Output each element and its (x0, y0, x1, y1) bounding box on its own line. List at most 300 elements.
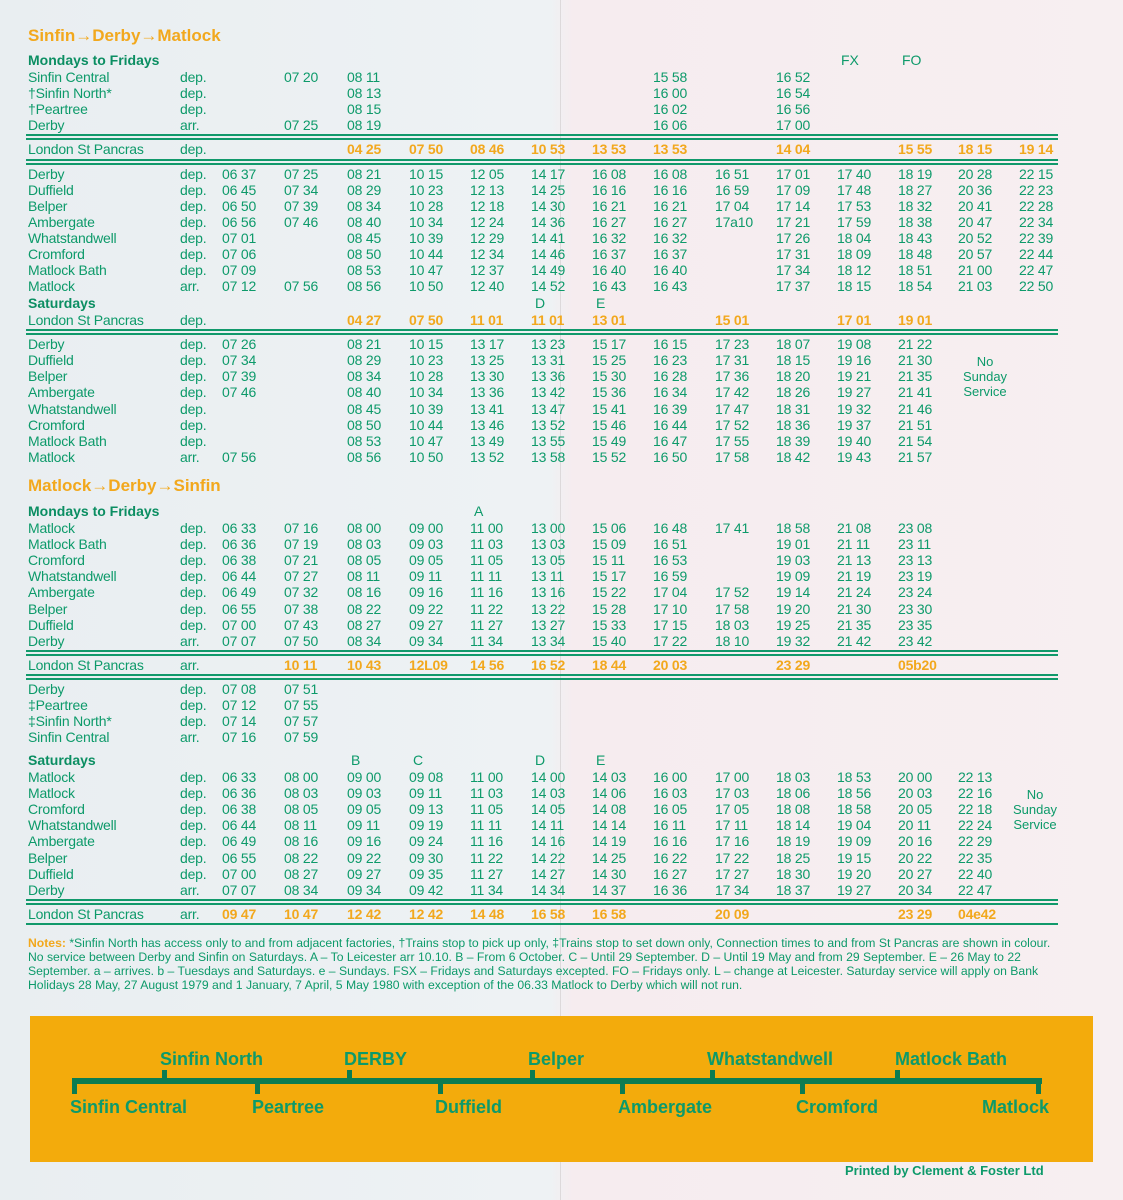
train-time: 22 13 (958, 769, 993, 785)
train-time: 04e42 (958, 905, 996, 922)
train-time: 20 41 (958, 197, 993, 214)
column-note-letter: E (596, 295, 606, 311)
train-time: 08 11 (347, 568, 380, 585)
train-time: 07 25 (284, 117, 319, 134)
train-time: 17 23 (715, 336, 750, 353)
train-time: 12 29 (470, 229, 505, 246)
train-time: 16 06 (653, 117, 688, 134)
train-time: 21 19 (837, 568, 872, 585)
train-time: 12 42 (347, 905, 382, 922)
train-time: 19 20 (776, 600, 811, 617)
train-time: 17 53 (837, 197, 872, 214)
train-time: 12 42 (409, 905, 444, 922)
train-time: 10 39 (409, 400, 444, 417)
station-name: Duffield (28, 616, 74, 633)
train-time: 09 03 (409, 536, 444, 553)
train-time: 16 37 (592, 246, 627, 262)
train-time: 19 21 (837, 368, 872, 385)
train-time: 08 27 (284, 865, 319, 882)
train-time: 18 51 (898, 262, 933, 279)
train-time: 15 25 (592, 352, 627, 369)
arr-dep-label: dep. (180, 865, 207, 882)
train-time: 13 16 (531, 584, 566, 601)
train-time: 07 25 (284, 165, 319, 182)
train-time: 17 11 (715, 817, 748, 834)
train-time: 14 11 (531, 817, 564, 834)
arr-dep-label: dep. (180, 416, 207, 433)
map-station-label: Whatstandwell (707, 1049, 834, 1069)
train-time: 21 30 (898, 352, 933, 369)
timetable-row (0, 697, 1123, 713)
train-time: 17 41 (715, 520, 750, 536)
train-time: 15 30 (592, 368, 627, 385)
train-time: 17 34 (715, 881, 750, 898)
map-station-tick (800, 1080, 805, 1094)
train-time: 07 46 (284, 213, 319, 230)
train-time: 18 43 (898, 229, 933, 246)
timetable-row (0, 166, 1123, 182)
train-time: 08 56 (347, 448, 382, 465)
train-time: 08 45 (347, 229, 382, 246)
station-name: Derby (28, 165, 65, 182)
train-time: 15 36 (592, 384, 627, 401)
train-time: 11 00 (470, 769, 503, 785)
station-name: Duffield (28, 352, 74, 369)
train-time: 15 46 (592, 416, 627, 433)
arr-dep-label: dep. (180, 600, 207, 617)
train-time: 09 11 (347, 817, 380, 834)
train-time: 16 16 (592, 181, 627, 198)
train-time: 06 38 (222, 801, 257, 818)
train-time: 07 50 (284, 632, 319, 649)
train-time: 08 40 (347, 213, 382, 230)
train-time: 13 47 (531, 400, 566, 417)
timetable-row (0, 433, 1123, 449)
train-time: 11 01 (470, 312, 504, 328)
station-name: †Peartree (28, 101, 88, 118)
train-time: 16 59 (653, 568, 688, 585)
train-time: 15 06 (592, 520, 627, 536)
train-time: 21 35 (898, 368, 933, 385)
train-time: 10 44 (409, 246, 444, 262)
train-time: 17 40 (837, 165, 872, 182)
train-time: 16 43 (653, 278, 688, 295)
london-connection-row (0, 312, 1123, 328)
train-time: 13 25 (470, 352, 505, 369)
station-name: Duffield (28, 181, 74, 198)
station-name: Ambergate (28, 833, 95, 850)
station-name: †Sinfin North* (28, 85, 112, 102)
train-time: 13 52 (470, 448, 505, 465)
train-time: 19 16 (837, 352, 872, 369)
train-time: 17 52 (715, 416, 750, 433)
map-station-label: Belper (528, 1049, 585, 1069)
train-time: 16 15 (653, 336, 688, 353)
timetable-row (0, 449, 1123, 465)
arr-dep-label: dep. (180, 384, 207, 401)
train-time: 22 44 (1019, 246, 1054, 262)
train-time: 07 50 (409, 312, 444, 328)
train-time: 15 52 (592, 448, 627, 465)
train-time: 10 34 (409, 384, 444, 401)
train-time: 13 41 (470, 400, 505, 417)
train-time: 17 16 (715, 833, 750, 850)
train-time: 08 03 (284, 785, 319, 802)
arr-dep-label: dep. (180, 849, 207, 866)
train-time: 18 32 (898, 197, 933, 214)
table-rule (26, 678, 1058, 680)
arr-dep-label: dep. (180, 368, 207, 385)
station-name: Matlock (28, 520, 75, 536)
train-time: 07 00 (222, 616, 257, 633)
arr-dep-label: dep. (180, 213, 207, 230)
train-time: 20 34 (898, 881, 933, 898)
train-time: 09 42 (409, 881, 444, 898)
train-time: 18 19 (776, 833, 811, 850)
train-time: 15 22 (592, 584, 627, 601)
timetable-row (0, 117, 1123, 133)
station-name: Matlock Bath (28, 432, 107, 449)
train-time: 20 16 (898, 833, 933, 850)
arr-dep-label: dep. (180, 584, 207, 601)
train-time: 08 53 (347, 262, 382, 279)
timetable-row (0, 552, 1123, 568)
train-time: 08 29 (347, 181, 382, 198)
train-time: 17 00 (715, 769, 750, 785)
train-time: 08 21 (347, 165, 382, 182)
train-time: 18 09 (837, 246, 872, 262)
train-time: 18 48 (898, 246, 933, 262)
train-time: 17 52 (715, 584, 750, 601)
map-station-tick (895, 1070, 900, 1084)
train-time: 21 08 (837, 520, 872, 536)
arr-dep-label: dep. (180, 69, 207, 85)
train-time: 23 35 (898, 616, 933, 633)
train-time: 17 31 (776, 246, 811, 262)
train-time: 15 40 (592, 632, 627, 649)
train-time: 22 15 (1019, 165, 1054, 182)
timetable-row (0, 278, 1123, 294)
train-time: 22 16 (958, 785, 993, 802)
timetable-row (0, 101, 1123, 117)
route-map-band (30, 1016, 1093, 1162)
train-time: 19 25 (776, 616, 811, 633)
train-time: 07 56 (222, 448, 257, 465)
train-time: 19 09 (837, 833, 872, 850)
train-time: 23 29 (898, 905, 933, 922)
train-time: 18 20 (776, 368, 811, 385)
train-time: 11 11 (470, 817, 502, 834)
train-time: 08 19 (347, 117, 382, 134)
train-time: 11 05 (470, 801, 503, 818)
train-time: 20 00 (898, 769, 933, 785)
train-time: 16 28 (653, 368, 688, 385)
train-time: 21 22 (898, 336, 933, 353)
train-time: 09 34 (409, 632, 444, 649)
train-time: 09 00 (409, 520, 444, 536)
train-time: 18 30 (776, 865, 811, 882)
train-time: 08 22 (284, 849, 319, 866)
train-time: 10 15 (409, 336, 444, 353)
train-time: 14 46 (531, 246, 566, 262)
train-time: 17 14 (776, 197, 811, 214)
train-time: 06 49 (222, 833, 257, 850)
train-time: 16 36 (653, 881, 688, 898)
train-time: 07 34 (284, 181, 319, 198)
train-time: 23 42 (898, 632, 933, 649)
train-time: 16 21 (653, 197, 688, 214)
station-name: Sinfin Central (28, 729, 110, 746)
day-heading: Saturdays (28, 295, 96, 311)
train-time: 10 34 (409, 213, 444, 230)
train-time: 21 03 (958, 278, 993, 295)
train-time: 16 03 (653, 785, 688, 802)
train-time: 07 01 (222, 229, 257, 246)
table-rule (26, 134, 1058, 136)
train-time: 21 24 (837, 584, 872, 601)
train-time: 11 16 (470, 833, 503, 850)
train-time: 06 33 (222, 769, 257, 785)
train-time: 17 48 (837, 181, 872, 198)
train-time: 07 19 (284, 536, 319, 553)
train-time: 18 12 (837, 262, 872, 279)
train-time: 07 20 (284, 69, 319, 85)
column-note-letter: D (535, 295, 546, 311)
train-time: 15 09 (592, 536, 627, 553)
train-time: 12 05 (470, 165, 505, 182)
train-time: 11 11 (470, 568, 502, 585)
timetable-row (0, 417, 1123, 433)
train-time: 20 52 (958, 229, 993, 246)
train-time: 16 51 (715, 165, 750, 182)
train-time: 10 47 (409, 432, 444, 449)
train-time: 19 08 (837, 336, 872, 353)
train-time: 09 27 (409, 616, 444, 633)
train-time: 18 44 (592, 656, 627, 673)
train-time: 21 54 (898, 432, 933, 449)
station-name: Cromford (28, 552, 85, 569)
station-name: Ambergate (28, 584, 95, 601)
train-time: 16 00 (653, 85, 688, 102)
train-time: 12 24 (470, 213, 505, 230)
train-time: 15 28 (592, 600, 627, 617)
train-time: 16 23 (653, 352, 688, 369)
arr-dep-label: dep. (180, 697, 207, 713)
train-time: 14 22 (531, 849, 566, 866)
train-time: 19 04 (837, 817, 872, 834)
arr-dep-label: dep. (180, 536, 207, 553)
timetable-row (0, 633, 1123, 649)
train-time: 07 56 (284, 278, 319, 295)
arr-dep-label: dep. (180, 229, 207, 246)
train-time: 22 18 (958, 801, 993, 818)
timetable-row (0, 785, 1123, 801)
train-time: 18 10 (715, 632, 750, 649)
train-time: 10 39 (409, 229, 444, 246)
station-name: Derby (28, 881, 65, 898)
train-time: 19 37 (837, 416, 872, 433)
train-time: 10 47 (284, 905, 319, 922)
station-name: Whatstandwell (28, 229, 117, 246)
train-time: 12 40 (470, 278, 505, 295)
train-time: 09 16 (409, 584, 444, 601)
station-name: London St Pancras (28, 141, 144, 158)
train-time: 15 17 (592, 568, 627, 585)
train-time: 22 34 (1019, 213, 1054, 230)
column-note-letter: FO (902, 52, 922, 68)
train-time: 10 15 (409, 165, 444, 182)
column-note-letter: D (535, 752, 546, 768)
train-time: 21 11 (837, 536, 870, 553)
map-station-label: Sinfin Central (70, 1097, 188, 1117)
train-time: 15 55 (898, 141, 933, 158)
train-time: 20 36 (958, 181, 993, 198)
map-station-label: DERBY (344, 1049, 408, 1069)
day-heading: Mondays to Fridays (28, 503, 160, 519)
train-time: 11 03 (470, 536, 503, 553)
train-time: 10 23 (409, 352, 444, 369)
station-name: Matlock (28, 278, 75, 295)
timetable-row (0, 882, 1123, 898)
timetable-row (0, 69, 1123, 85)
train-time: 04 27 (347, 312, 382, 328)
train-time: 08 34 (347, 368, 382, 385)
table-rule (26, 329, 1058, 331)
train-time: 17 58 (715, 448, 750, 465)
train-time: 05b20 (898, 656, 937, 673)
train-time: 16 43 (592, 278, 627, 295)
train-time: 09 13 (409, 801, 444, 818)
train-time: 22 50 (1019, 278, 1054, 295)
train-time: 19 40 (837, 432, 872, 449)
map-station-label: Matlock Bath (895, 1049, 1008, 1069)
train-time: 13 55 (531, 432, 566, 449)
train-time: 18 54 (898, 278, 933, 295)
train-time: 16 52 (776, 69, 811, 85)
train-time: 19 14 (1019, 141, 1054, 158)
station-name: Matlock Bath (28, 536, 107, 553)
train-time: 17 00 (776, 117, 811, 134)
train-time: 20 22 (898, 849, 933, 866)
train-time: 10 43 (347, 656, 382, 673)
train-time: 06 36 (222, 785, 257, 802)
station-name: Ambergate (28, 384, 95, 401)
train-time: 08 34 (347, 197, 382, 214)
train-time: 18 03 (715, 616, 750, 633)
arr-dep-label: arr. (180, 278, 200, 295)
train-time: 19 27 (837, 384, 872, 401)
arr-dep-label: arr. (180, 448, 200, 465)
arr-dep-label: arr. (180, 881, 200, 898)
train-time: 14 00 (531, 769, 566, 785)
train-time: 09 47 (222, 905, 257, 922)
station-name: Matlock (28, 785, 75, 802)
train-time: 10 11 (284, 656, 318, 673)
train-time: 14 16 (531, 833, 566, 850)
train-time: 22 24 (958, 817, 993, 834)
train-time: 19 32 (776, 632, 811, 649)
timetable-row (0, 246, 1123, 262)
arr-dep-label: dep. (180, 312, 207, 328)
train-time: 12 34 (470, 246, 505, 262)
train-time: 21 46 (898, 400, 933, 417)
train-time: 07 00 (222, 865, 257, 882)
arr-dep-label: dep. (180, 568, 207, 585)
train-time: 08 05 (347, 552, 382, 569)
train-time: 08 00 (347, 520, 382, 536)
station-name: ‡Sinfin North* (28, 713, 112, 730)
timetable-row (0, 850, 1123, 866)
train-time: 15 11 (592, 552, 625, 569)
train-time: 09 24 (409, 833, 444, 850)
train-time: 18 39 (776, 432, 811, 449)
map-station-tick (347, 1070, 352, 1084)
train-time: 17 47 (715, 400, 750, 417)
train-time: 08 50 (347, 246, 382, 262)
train-time: 23 24 (898, 584, 933, 601)
column-note-letter: B (351, 752, 361, 768)
train-time: 11 03 (470, 785, 503, 802)
train-time: 13 03 (531, 536, 566, 553)
train-time: 14 34 (531, 881, 566, 898)
train-time: 19 15 (837, 849, 872, 866)
train-time: 18 58 (776, 520, 811, 536)
map-station-label: Duffield (435, 1097, 502, 1117)
train-time: 18 08 (776, 801, 811, 818)
train-time: 16 05 (653, 801, 688, 818)
train-time: 19 32 (837, 400, 872, 417)
train-time: 23 29 (776, 656, 811, 673)
station-name: Whatstandwell (28, 400, 117, 417)
train-time: 18 38 (898, 213, 933, 230)
train-time: 23 08 (898, 520, 933, 536)
train-time: 22 28 (1019, 197, 1054, 214)
arr-dep-label: dep. (180, 520, 207, 536)
map-station-label: Peartree (252, 1097, 325, 1117)
train-time: 18 36 (776, 416, 811, 433)
train-time: 11 16 (470, 584, 503, 601)
arr-dep-label: dep. (180, 181, 207, 198)
column-note-letter: A (474, 503, 484, 519)
train-time: 13 01 (592, 312, 627, 328)
train-time: 19 03 (776, 552, 811, 569)
train-time: 13 53 (653, 141, 688, 158)
train-time: 08 03 (347, 536, 382, 553)
train-time: 06 37 (222, 165, 257, 182)
arr-dep-label: dep. (180, 352, 207, 369)
train-time: 14 30 (592, 865, 627, 882)
arr-dep-label: dep. (180, 552, 207, 569)
train-time: 16 50 (653, 448, 688, 465)
map-station-tick (162, 1070, 167, 1084)
station-name: Sinfin Central (28, 69, 110, 85)
station-name: Ambergate (28, 213, 95, 230)
train-time: 18 15 (958, 141, 993, 158)
table-rule (26, 159, 1058, 161)
train-time: 17 21 (776, 213, 811, 230)
train-time: 17 42 (715, 384, 750, 401)
train-time: 14 41 (531, 229, 566, 246)
timetable-row (0, 584, 1123, 600)
train-time: 13 22 (531, 600, 566, 617)
station-name: London St Pancras (28, 312, 144, 328)
train-time: 17 31 (715, 352, 750, 369)
train-time: 07 46 (222, 384, 257, 401)
station-name: Cromford (28, 416, 85, 433)
timetable-row (0, 866, 1123, 882)
train-time: 10 50 (409, 278, 444, 295)
train-time: 18 06 (776, 785, 811, 802)
